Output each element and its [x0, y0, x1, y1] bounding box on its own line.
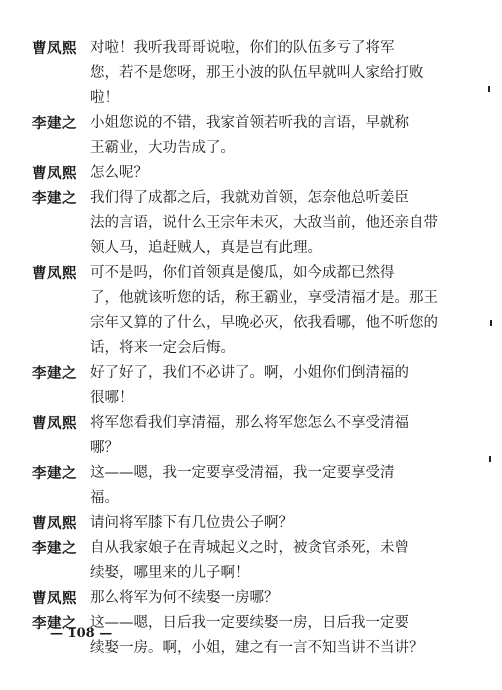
margin-mark: [490, 320, 492, 326]
speech-line: 了，他就该听您的话，称王霸业，享受清福才是。那王: [90, 290, 438, 306]
speaker-name: 曹凤熙: [32, 415, 77, 432]
speech-line: 哪？: [90, 440, 119, 456]
speech-line: 福。: [90, 490, 119, 506]
margin-mark: [488, 86, 490, 92]
speech-line: 这——嗯，日后我一定要续娶一房，日后我一定要: [90, 615, 409, 631]
speaker-name: 李建之: [32, 115, 77, 132]
speech-line: 请问将军膝下有几位贵公子啊？: [90, 515, 293, 531]
speech-text: [90, 261, 490, 361]
speech-line: 怎么呢？: [90, 165, 148, 181]
speech-line: 将军您看我们享清福，那么将军您怎么不享受清福: [90, 415, 409, 431]
speaker-name: 曹凤熙: [32, 515, 77, 532]
speech-line: 自从我家娘子在青城起义之时，被贪官杀死，未曾: [90, 540, 409, 556]
speech-text: [90, 411, 490, 461]
speech-line: 这——嗯，我一定要享受清福，我一定要享受清: [90, 465, 395, 481]
speech-line: 小姐您说的不错，我家首领若听我的言语，早就称: [90, 115, 409, 131]
speech-text: [90, 511, 490, 536]
speech-text: [90, 586, 490, 611]
speech-line: 啦！: [90, 90, 119, 106]
speech-text: [90, 161, 490, 186]
speech-line: 领人马，追赶贼人，真是岂有此理。: [90, 240, 322, 256]
speech-line: 您，若不是您呀，那王小波的队伍早就叫人家给打败: [90, 65, 424, 81]
speech-line: 王霸业，大功告成了。: [90, 140, 235, 156]
speaker-name: 曹凤熙: [32, 265, 77, 282]
speaker-name: 曹凤熙: [32, 40, 77, 57]
speaker-name: 李建之: [32, 190, 77, 207]
speech-line: 那么将军为何不续娶一房哪？: [90, 590, 279, 606]
speaker-name: 李建之: [32, 615, 77, 632]
speaker-name: 曹凤熙: [32, 165, 77, 182]
speech-line: 宗年又算的了什么，早晚必灭，依我看哪，他不听您的: [90, 315, 438, 331]
speaker-name: 李建之: [32, 540, 77, 557]
speech-text: [90, 536, 490, 586]
speech-text: [90, 186, 490, 261]
margin-mark: [489, 456, 491, 462]
speaker-name: 李建之: [32, 465, 77, 482]
speech-line: 话，将来一定会后悔。: [90, 340, 235, 356]
speech-line: 对啦！我听我哥哥说啦，你们的队伍多亏了将军: [90, 40, 395, 56]
speech-line: 法的言语，说什么王宗年未灭，大敌当前，他还亲自带: [90, 215, 438, 231]
speech-line: 很哪！: [90, 390, 134, 406]
speaker-name: 曹凤熙: [32, 590, 77, 607]
page-number: — 108 —: [50, 626, 113, 641]
speaker-name: 李建之: [32, 365, 77, 382]
speech-line: 好了好了，我们不必讲了。啊，小姐你们倒清福的: [90, 365, 409, 381]
speech-line: 续娶，哪里来的儿子啊！: [90, 565, 250, 581]
speech-line: 可不是吗，你们首领真是傻瓜，如今成都已然得: [90, 265, 395, 281]
speech-line: 续娶一房。啊，小姐，建之有一言不知当讲不当讲？: [90, 640, 424, 656]
speech-text: [90, 461, 490, 511]
speech-text: [90, 36, 490, 111]
speech-line: 我们得了成都之后，我就劝首领，怎奈他总听姜臣: [90, 190, 409, 206]
speech-text: [90, 111, 490, 161]
speech-text: [90, 611, 490, 661]
speech-text: [90, 361, 490, 411]
